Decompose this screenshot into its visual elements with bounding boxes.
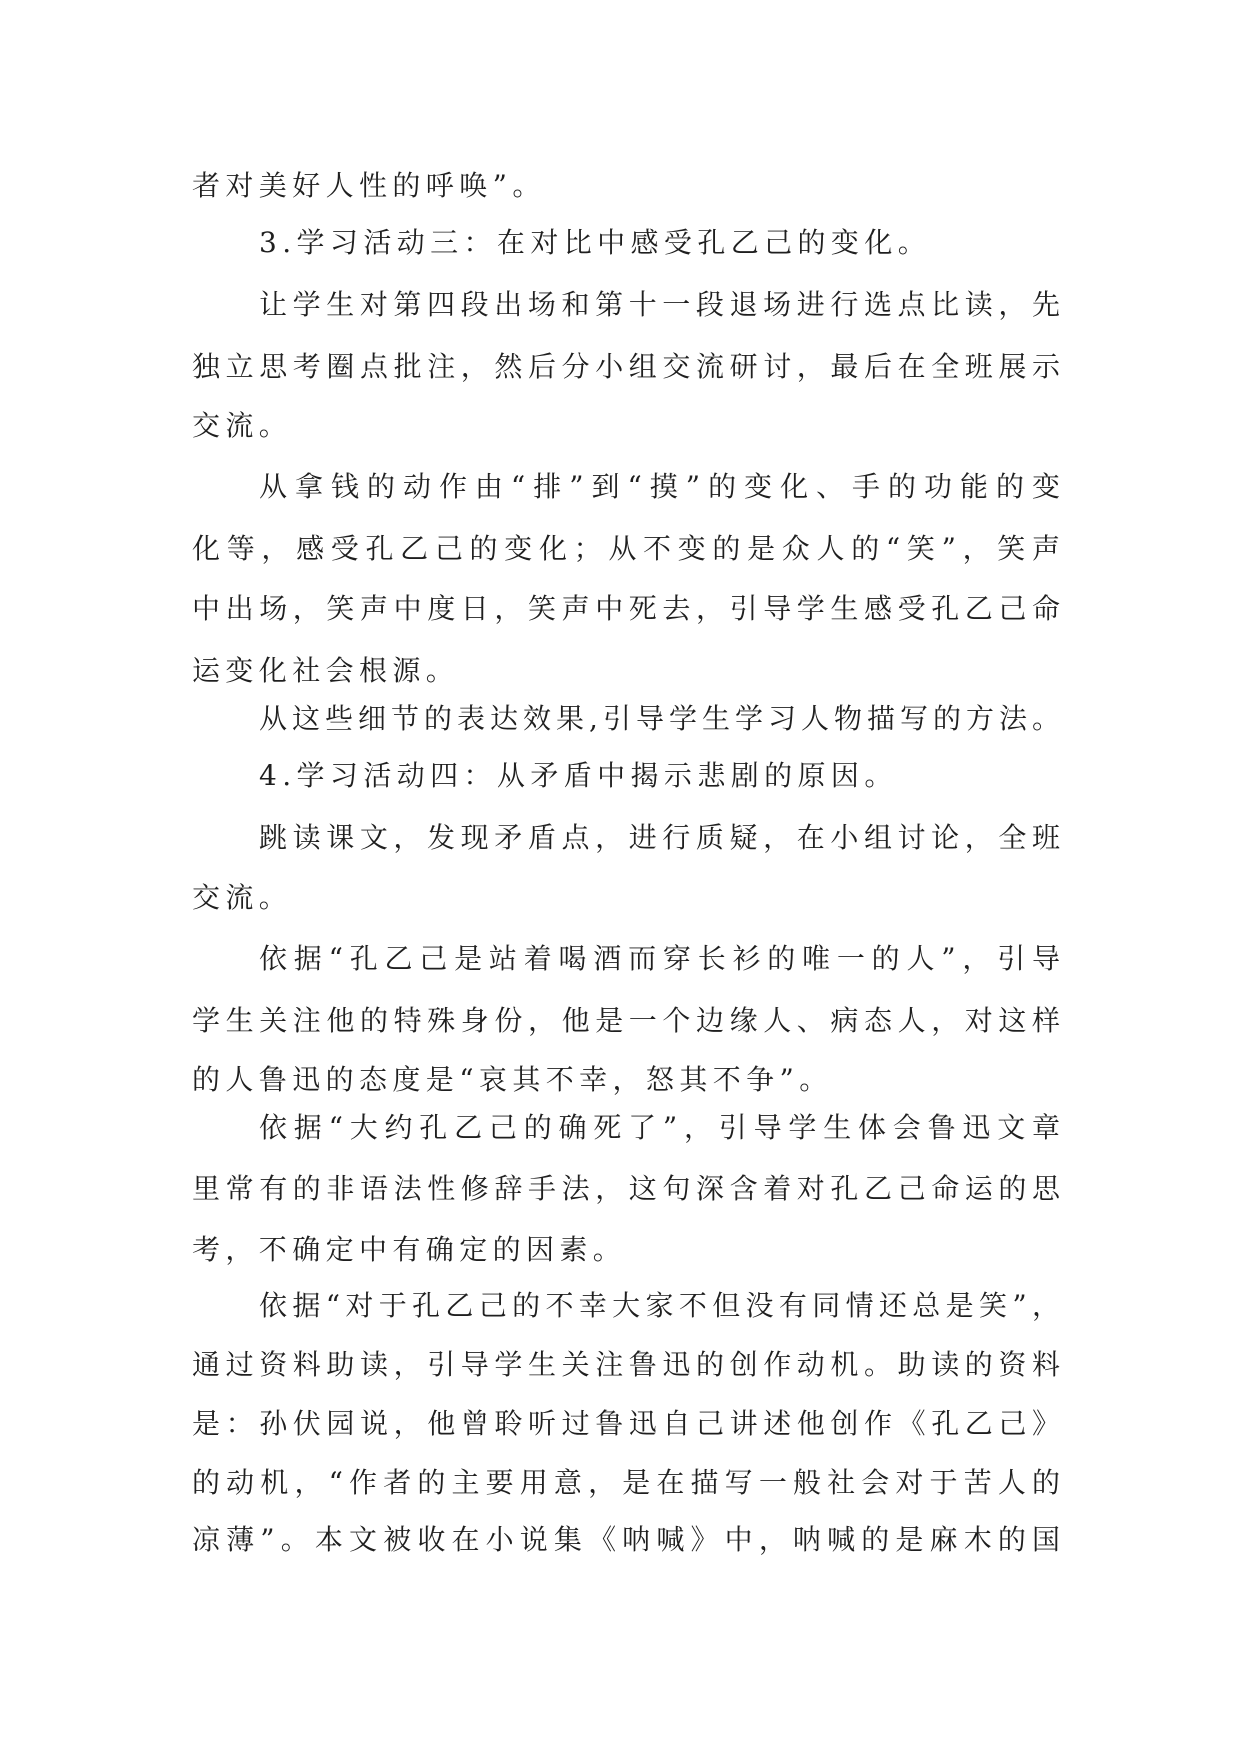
- text-line: 的动机，“作者的主要用意，是在描写一般社会对于苦人的: [192, 1466, 1060, 1499]
- text-line: 3.学习活动三：在对比中感受孔乙己的变化。: [259, 226, 932, 259]
- text-line: 的人鲁迅的态度是“哀其不幸，怒其不争”。: [192, 1063, 833, 1096]
- text-line: 交流。: [192, 409, 293, 442]
- text-line: 依据“对于孔乙己的不幸大家不但没有同情还总是笑”，: [259, 1289, 1060, 1322]
- text-line: 依据“大约孔乙己的确死了”，引导学生体会鲁迅文章: [259, 1111, 1060, 1144]
- text-line: 依据“孔乙己是站着喝酒而穿长衫的唯一的人”，引导: [259, 942, 1060, 975]
- text-line: 运变化社会根源。: [192, 654, 460, 687]
- text-line: 从这些细节的表达效果,引导学生学习人物描写的方法。: [259, 702, 1060, 735]
- text-line: 独立思考圈点批注，然后分小组交流研讨，最后在全班展示: [192, 350, 1060, 383]
- text-line: 化等，感受孔乙己的变化；从不变的是众人的“笑”，笑声: [192, 532, 1060, 565]
- text-line: 4.学习活动四：从矛盾中揭示悲剧的原因。: [259, 759, 898, 792]
- text-line: 里常有的非语法性修辞手法，这句深含着对孔乙己命运的思: [192, 1172, 1060, 1205]
- text-line: 者对美好人性的呼唤”。: [192, 169, 546, 202]
- text-line: 考，不确定中有确定的因素。: [192, 1233, 627, 1266]
- text-line: 跳读课文，发现矛盾点，进行质疑，在小组讨论，全班: [259, 821, 1060, 854]
- text-line: 让学生对第四段出场和第十一段退场进行选点比读，先: [259, 288, 1060, 321]
- text-line: 凉薄”。本文被收在小说集《呐喊》中，呐喊的是麻木的国: [192, 1523, 1060, 1556]
- text-line: 是：孙伏园说，他曾聆听过鲁迅自己讲述他创作《孔乙己》: [192, 1407, 1060, 1440]
- text-line: 交流。: [192, 881, 293, 914]
- text-line: 学生关注他的特殊身份，他是一个边缘人、病态人，对这样: [192, 1004, 1060, 1037]
- text-line: 从拿钱的动作由“排”到“摸”的变化、手的功能的变: [259, 470, 1060, 503]
- text-line: 通过资料助读，引导学生关注鲁迅的创作动机。助读的资料: [192, 1348, 1060, 1381]
- text-line: 中出场，笑声中度日，笑声中死去，引导学生感受孔乙己命: [192, 592, 1060, 625]
